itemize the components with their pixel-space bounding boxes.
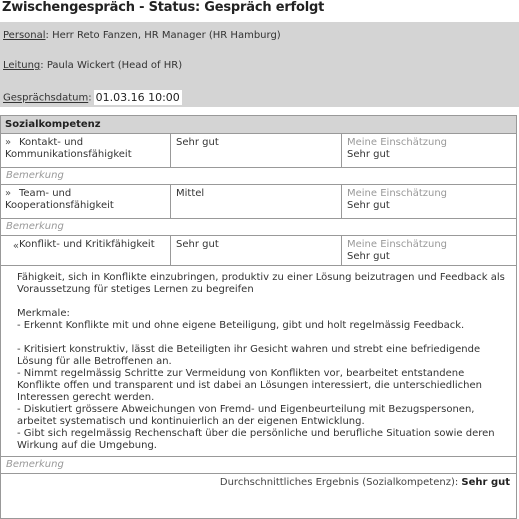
- leitung-value: : Paula Wickert (Head of HR): [40, 60, 183, 71]
- average-result-value: Sehr gut: [461, 477, 510, 488]
- self-assessment-cell: [343, 134, 516, 167]
- self-assessment-value: Sehr gut: [347, 200, 390, 211]
- remark-field[interactable]: Bemerkung: [1, 219, 516, 236]
- leitung-label: Leitung: [3, 60, 41, 71]
- competency-rating: Sehr gut: [172, 236, 342, 265]
- remark-field[interactable]: Bemerkung: [1, 168, 516, 185]
- info-leitung: [3, 60, 182, 71]
- personal-value: : Herr Reto Fanzen, HR Manager (HR Hamburg): [45, 30, 281, 41]
- competency-row-konflikt: [1, 236, 516, 266]
- datum-sep: :: [88, 92, 92, 104]
- merkmal-item: - Erkennt Konflikte mit und ohne eigene Beteiligung, gibt und holt regelmässig Feedback.: [17, 320, 465, 331]
- self-assessment-label: Meine Einschätzung: [347, 188, 448, 199]
- sozialkompetenz-section: [0, 115, 517, 519]
- description-intro: Fähigkeit, sich in Konflikte einzubringen, produktiv zu einer Lösung beizutragen und Feedback als Voraussetzung für stetiges Lernen zu begreifen: [17, 272, 505, 295]
- merkmal-item: - Gibt sich regelmässig Rechenschaft über die persönliche und berufliche Situation sowie deren Wirkung auf die Umgebung.: [17, 428, 495, 451]
- self-assessment-label: Meine Einschätzung: [347, 137, 448, 148]
- remark-field[interactable]: Bemerkung: [1, 457, 516, 474]
- self-assessment-label: Meine Einschätzung: [347, 239, 448, 250]
- competency-name: Konflikt- und Kritikfähigkeit: [19, 239, 155, 250]
- self-assessment-value: Sehr gut: [347, 251, 390, 262]
- chevron-double-down-icon[interactable]: »: [5, 188, 12, 199]
- info-personal: [3, 30, 281, 41]
- average-result-label: Durchschnittliches Ergebnis (Sozialkompetenz):: [219, 477, 459, 488]
- competency-name: Kontakt- und Kommunikationsfähigkeit: [5, 137, 132, 160]
- personal-label: Personal: [3, 30, 46, 41]
- info-panel: [0, 22, 519, 107]
- chevron-double-up-icon[interactable]: »: [12, 240, 19, 251]
- merkmal-item: - Nimmt regelmässig Schritte zur Vermeidung von Konflikten vor, bearbeitet entstandene Konflikte offen und transparent und ist dabei an Lösungen interessiert, die unterschiedlichen Interessen gerecht werden.: [17, 368, 482, 403]
- self-assessment-cell: [343, 185, 516, 218]
- competency-rating: Mittel: [172, 185, 342, 218]
- self-assessment-cell: [343, 236, 516, 265]
- competency-description: [1, 266, 516, 457]
- self-assessment-value: Sehr gut: [347, 149, 390, 160]
- competency-rating: Sehr gut: [172, 134, 342, 167]
- merkmal-item: - Kritisiert konstruktiv, lässt die Beteiligten ihr Gesicht wahren und strebt eine befriedigende Lösung für alle Betroffenen an.: [17, 344, 481, 367]
- info-datum: [3, 90, 182, 105]
- section-title: Sozialkompetenz: [1, 116, 516, 134]
- competency-row-kontakt: [1, 134, 516, 168]
- chevron-double-down-icon[interactable]: »: [5, 137, 12, 148]
- competency-name: Team- und Kooperationsfähigkeit: [5, 188, 114, 211]
- datum-field[interactable]: 01.03.16 10:00: [95, 91, 180, 104]
- datum-label: Gesprächsdatum: [3, 92, 89, 104]
- merkmal-item: - Diskutiert grössere Abweichungen von Fremd- und Eigenbeurteilung mit Bezugspersonen, arbeitet systematisch und kontinuierlich an der eigenen Entwicklung.: [17, 404, 475, 427]
- competency-row-team: [1, 185, 516, 219]
- average-result: [1, 474, 516, 492]
- competency-name-cell[interactable]: [1, 236, 171, 265]
- competency-name-cell[interactable]: [1, 185, 171, 218]
- page-title: Zwischengespräch - Status: Gespräch erfolgt: [2, 0, 325, 15]
- competency-name-cell[interactable]: [1, 134, 171, 167]
- merkmale-title: Merkmale:: [17, 308, 70, 319]
